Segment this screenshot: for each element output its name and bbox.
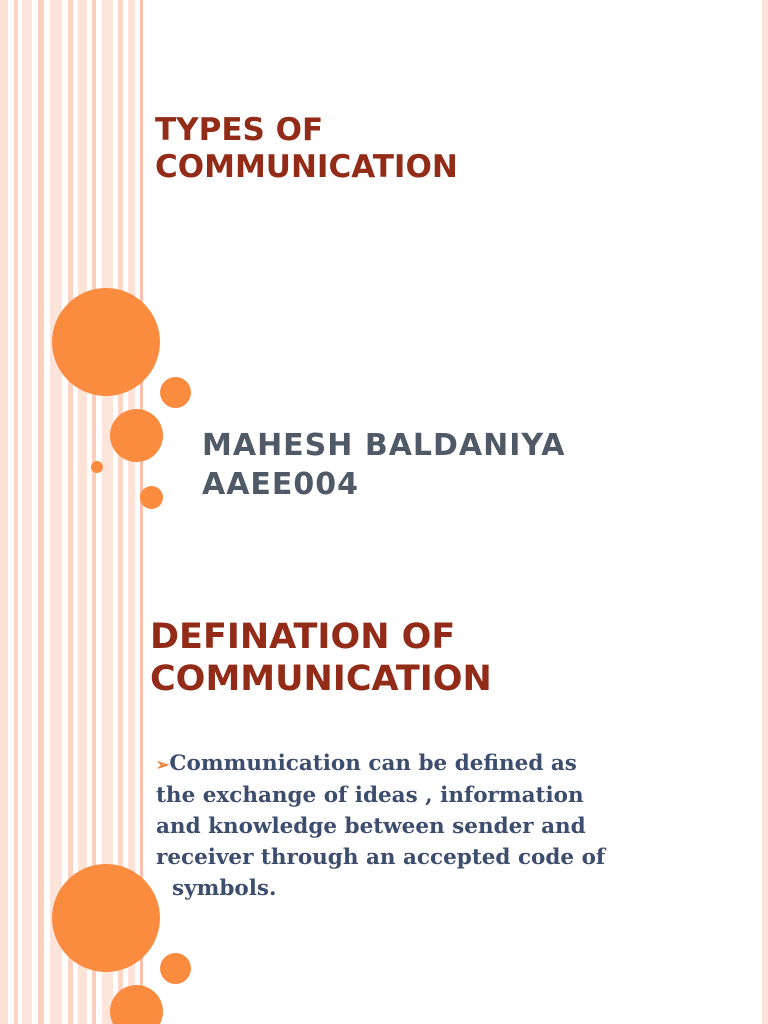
decorative-circle (52, 864, 160, 972)
presenter-name: MAHESH BALDANIYA (202, 428, 566, 463)
decorative-circle (110, 985, 163, 1024)
bullet-text-line: Communication can be defined as (169, 751, 577, 776)
bullet-text-line: and knowledge between sender and (156, 814, 586, 839)
decorative-stripe (50, 0, 62, 512)
bullet-text-line: symbols. (172, 876, 277, 901)
decorative-stripe (22, 512, 32, 1024)
decorative-stripe (38, 512, 44, 1024)
decorative-stripe (14, 0, 18, 512)
decorative-circle (91, 461, 103, 473)
decorative-stripe (22, 0, 32, 512)
bullet-text-line: receiver through an accepted code of (156, 845, 606, 870)
decorative-stripe (0, 512, 8, 1024)
decorative-circle (160, 377, 191, 408)
decorative-circle (140, 486, 163, 509)
presenter-info (202, 426, 566, 504)
title-line: TYPES OF (155, 112, 324, 148)
decorative-circle (110, 409, 163, 462)
bullet-text-line: the exchange of ideas , information (156, 783, 584, 808)
decorative-stripe (762, 512, 768, 1024)
decorative-stripe (14, 512, 18, 1024)
decorative-stripe (762, 0, 768, 512)
definition-bullet (156, 748, 756, 904)
slide-definition (0, 512, 768, 1024)
decorative-stripe (78, 0, 87, 512)
decorative-circle (160, 953, 191, 984)
title-line: DEFINATION OF (150, 617, 456, 657)
decorative-stripe (38, 0, 44, 512)
decorative-stripe (0, 0, 8, 512)
decorative-stripe (92, 0, 96, 512)
title-line: COMMUNICATION (155, 149, 458, 186)
arrow-bullet-icon: ➢ (156, 755, 170, 774)
slide-title-heading (155, 112, 458, 186)
presenter-id: AAEE004 (202, 467, 360, 502)
title-line: COMMUNICATION (150, 659, 492, 699)
decorative-circle (52, 288, 160, 396)
decorative-stripe (68, 0, 73, 512)
slide-title-heading (150, 616, 492, 700)
